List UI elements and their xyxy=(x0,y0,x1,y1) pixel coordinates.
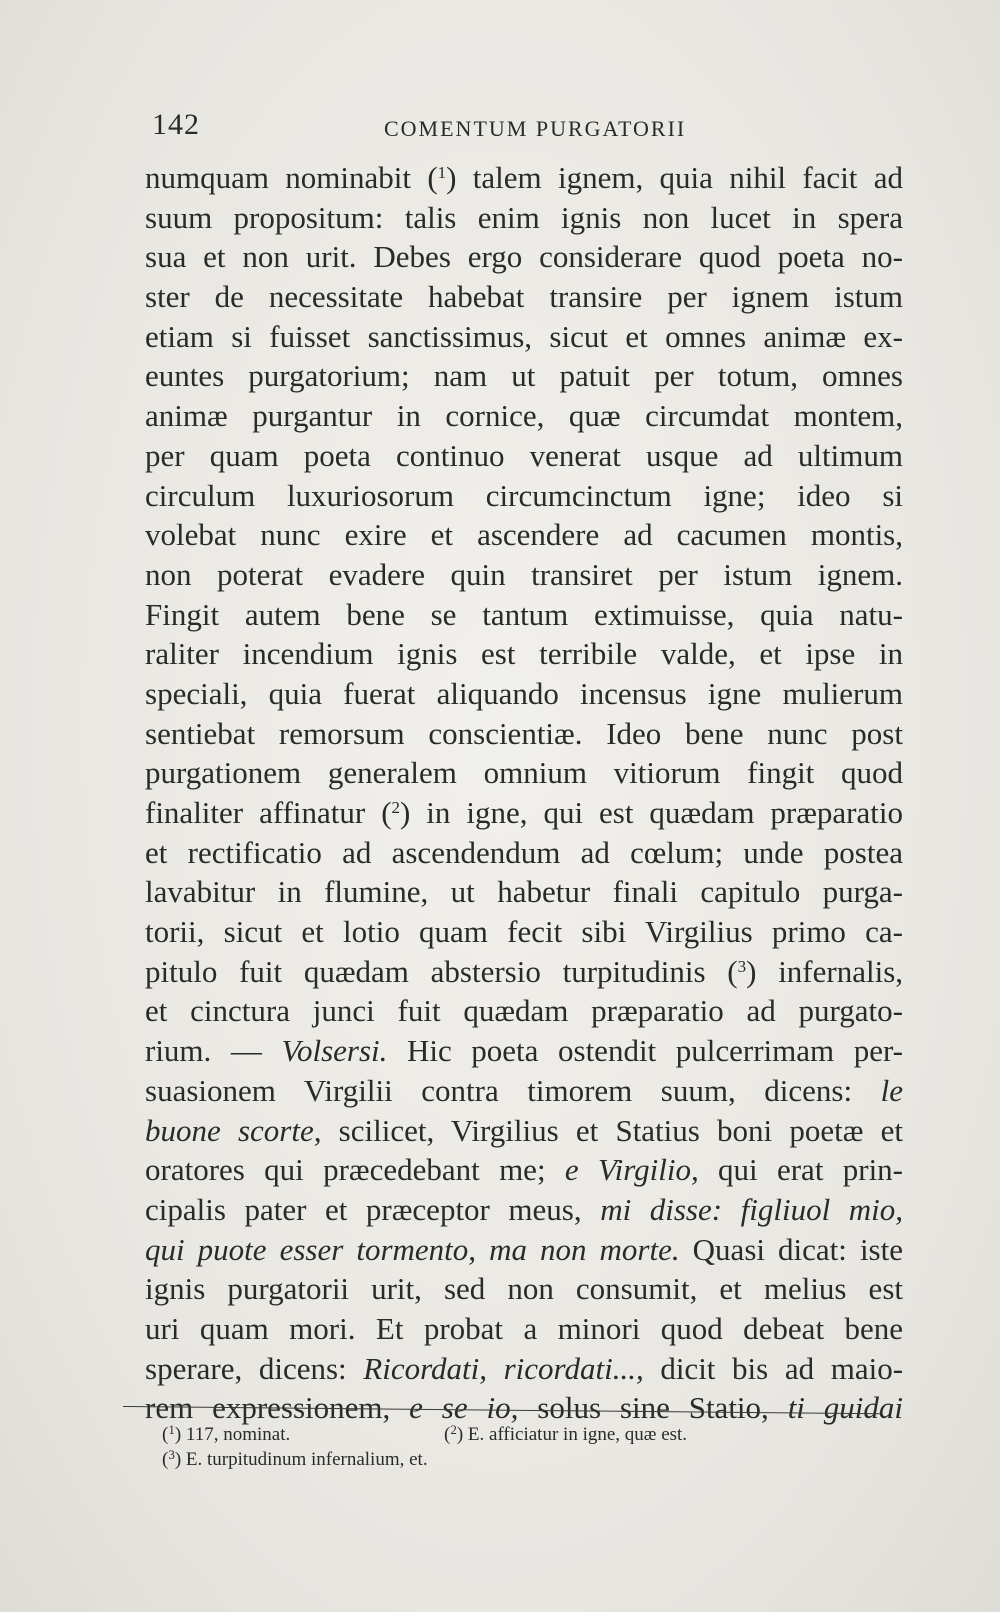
footnote-1-mark: 1 xyxy=(168,1422,175,1437)
footnote-row xyxy=(162,1442,902,1470)
footnote-1: ($^1$) 117, nominat. xyxy=(162,1422,291,1445)
text-run: solus sine Statio, xyxy=(518,1390,788,1426)
footnotes xyxy=(162,1417,902,1470)
footnote-3: ($^3$) E. turpitudinum infernalium, et. xyxy=(162,1447,428,1470)
text-line xyxy=(145,714,903,754)
text-run: Quasi dicat: iste xyxy=(679,1231,903,1267)
text-run: qui erat prin- xyxy=(698,1152,904,1188)
text-run: suum propositum: talis enim ignis non lucet in spera xyxy=(145,199,903,235)
text-run: ster de necessitate habebat transire per ignem istum xyxy=(145,279,903,315)
text-run: animæ purgantur in cornice, quæ circumdat montem, xyxy=(145,398,903,434)
text-run: rem expressionem, xyxy=(145,1390,410,1426)
text-line xyxy=(145,1190,903,1230)
text-run: sperare, dicens: xyxy=(145,1350,364,1386)
italic-text: Ricordati, ricordati..., xyxy=(363,1350,644,1386)
text-line xyxy=(145,674,903,714)
text-line xyxy=(145,317,903,357)
text-run: Hic poeta ostendit pulcerrimam per- xyxy=(387,1033,903,1069)
text-line xyxy=(145,1269,903,1309)
body-text xyxy=(145,158,903,1428)
text-line xyxy=(145,1071,903,1111)
text-line xyxy=(145,991,903,1031)
text-line xyxy=(145,396,903,436)
text-line xyxy=(145,793,903,833)
text-line xyxy=(145,1349,903,1389)
footnote-reference: 2 xyxy=(391,798,401,817)
text-run: circulum luxuriosorum circumcinctum igne; ideo si xyxy=(145,477,903,513)
text-run: rium. — xyxy=(145,1033,282,1069)
italic-text: buone scorte, xyxy=(145,1112,322,1148)
text-run: suasionem Virgilii contra timorem suum, dicens: xyxy=(145,1072,881,1108)
text-run: Fingit autem bene se tantum extimuisse, quia natu- xyxy=(145,596,903,632)
text-line xyxy=(145,833,903,873)
text-run: volebat nunc exire et ascendere ad cacumen montis, xyxy=(145,517,903,553)
text-run: dicit bis ad maio- xyxy=(643,1350,904,1386)
text-line xyxy=(145,356,903,396)
text-run: lavabitur in flumine, ut habetur finali capitulo purga- xyxy=(145,874,903,910)
text-run: ignis purgatorii urit, sed non consumit, et melius est xyxy=(145,1271,903,1307)
footnote-row xyxy=(162,1417,902,1445)
text-line xyxy=(145,158,903,198)
italic-text: e se io, xyxy=(409,1390,519,1426)
text-run: ) in igne, qui est quædam præparatio xyxy=(400,795,903,830)
italic-text: e Virgilio, xyxy=(564,1152,699,1188)
text-line xyxy=(145,436,903,476)
text-line xyxy=(145,1150,903,1190)
footnote-1-text: 117, nominat. xyxy=(185,1424,291,1445)
page-number: 142 xyxy=(152,108,200,141)
text-run: ) talem ignem, quia nihil facit ad xyxy=(446,160,903,195)
italic-text: qui puote esser tormento, ma non morte. xyxy=(145,1231,680,1267)
footnote-3-mark: 3 xyxy=(168,1447,175,1462)
text-line xyxy=(145,952,903,992)
italic-text: mi disse: figliuol mio, xyxy=(600,1191,904,1227)
text-run: et rectificatio ad ascendendum ad cœlum; unde postea xyxy=(145,834,903,870)
text-run: speciali, quia fuerat aliquando incensus igne mulierum xyxy=(145,675,903,711)
text-line xyxy=(145,1309,903,1349)
running-head: COMENTUM PURGATORII xyxy=(384,116,687,141)
italic-text: Volsersi. xyxy=(281,1033,388,1069)
text-run: scilicet, Virgilius et Statius boni poetæ et xyxy=(321,1112,903,1148)
text-line xyxy=(145,476,903,516)
text-line xyxy=(145,595,903,635)
text-run: euntes purgatorium; nam ut patuit per totum, omnes xyxy=(145,358,903,394)
text-run: numquam nominabit ( xyxy=(145,160,438,195)
footnote-2-text: E. afficiatur in igne, quæ est. xyxy=(467,1424,688,1445)
text-run: sua et non urit. Debes ergo considerare quod poeta no- xyxy=(145,239,903,275)
footnote-3-text: E. turpitudinum infernalium, et. xyxy=(185,1449,428,1470)
text-line xyxy=(145,1230,903,1270)
text-run: per quam poeta continuo venerat usque ad ultimum xyxy=(145,437,903,473)
text-line xyxy=(145,753,903,793)
text-run: finaliter affinatur ( xyxy=(145,795,392,830)
text-line xyxy=(145,555,903,595)
text-run: purgationem generalem omnium vitiorum fingit quod xyxy=(145,755,903,791)
text-line xyxy=(145,237,903,277)
footnote-reference: 3 xyxy=(737,956,747,976)
text-line xyxy=(145,198,903,238)
footnote-2: ($^2$) E. afficiatur in igne, quæ est. xyxy=(444,1422,688,1445)
italic-text: le xyxy=(880,1072,903,1108)
text-line xyxy=(145,872,903,912)
text-run: non poterat evadere quin transiret per istum ignem. xyxy=(145,556,903,592)
text-run: raliter incendium ignis est terribile valde, et ipse in xyxy=(145,636,903,672)
text-line xyxy=(145,912,903,952)
text-run: uri quam mori. Et probat a minori quod debeat bene xyxy=(145,1310,903,1346)
text-line xyxy=(145,515,903,555)
text-run: et cinctura junci fuit quædam præparatio ad purgato- xyxy=(145,993,903,1029)
italic-text: ti guidai xyxy=(787,1390,904,1426)
text-run: cipalis pater et præceptor meus, xyxy=(145,1191,601,1227)
text-run: sentiebat remorsum conscientiæ. Ideo bene nunc post xyxy=(145,715,903,751)
text-line xyxy=(145,634,903,674)
text-line xyxy=(145,277,903,317)
text-run: torii, sicut et lotio quam fecit sibi Virgilius primo ca- xyxy=(145,914,903,950)
page-header xyxy=(152,108,896,148)
footnote-reference: 1 xyxy=(437,163,447,182)
text-line xyxy=(145,1111,903,1151)
text-run: oratores qui præcedebant me; xyxy=(145,1152,565,1188)
text-run: pitulo fuit quædam abstersio turpitudinis ( xyxy=(145,953,738,989)
text-run: ) infernalis, xyxy=(746,953,904,989)
footnote-2-mark: 2 xyxy=(450,1422,457,1437)
text-line xyxy=(145,1031,903,1071)
text-run: etiam si fuisset sanctissimus, sicut et omnes animæ ex- xyxy=(145,318,903,354)
